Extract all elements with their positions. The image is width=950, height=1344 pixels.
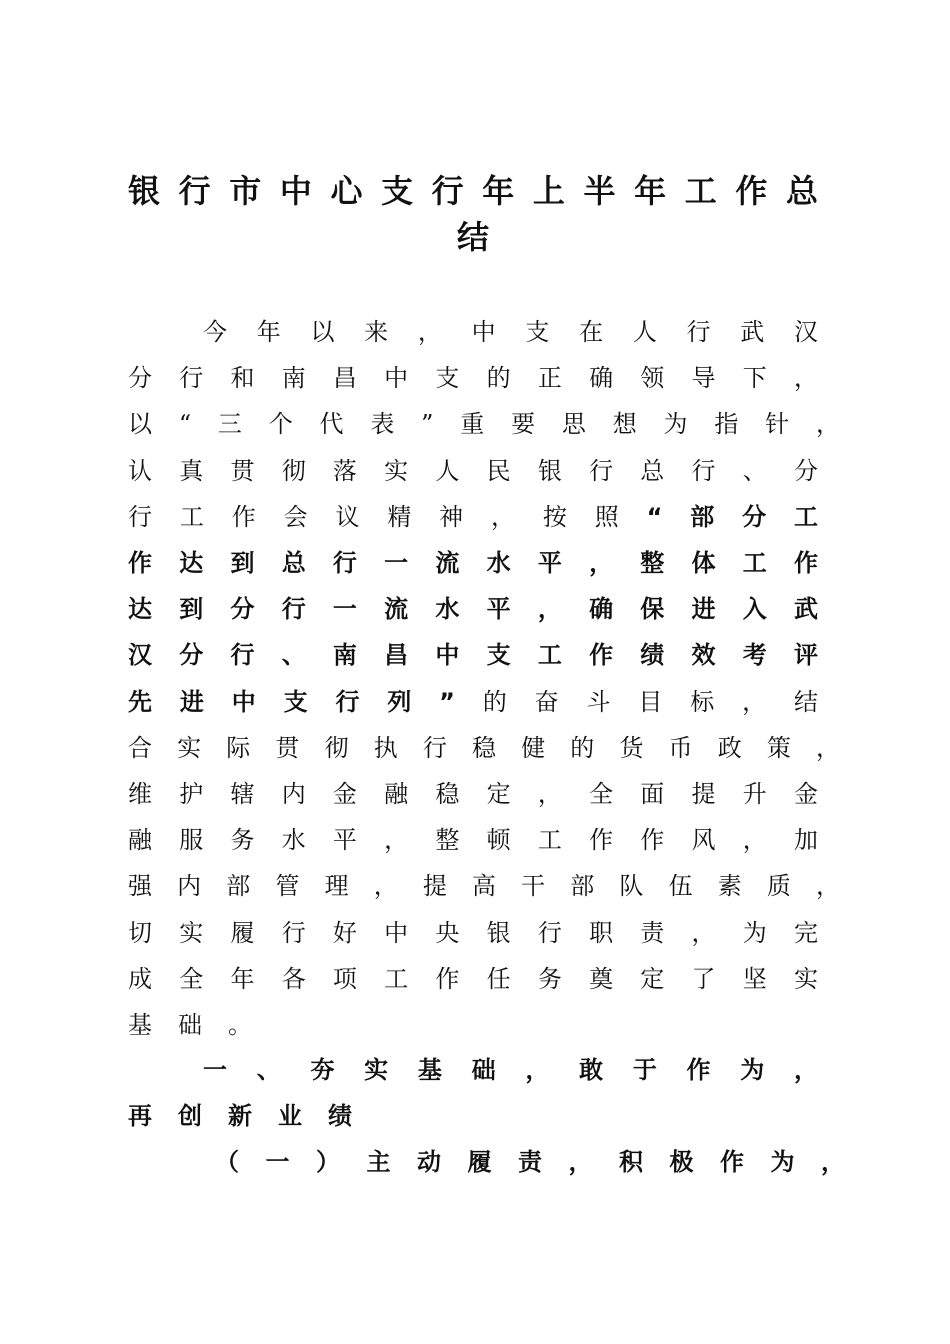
body-line	[128, 494, 818, 540]
bold-text: 达到分行一流水平，确保进入武	[128, 595, 818, 624]
body-text: 切实履行好中央银行职责，为完	[128, 918, 818, 947]
bold-text: “部分工	[646, 502, 819, 531]
body-line	[128, 863, 840, 909]
body-line	[128, 817, 818, 863]
document-title-line1: 银行市中心支行年上半年工作总	[128, 172, 818, 210]
body-text: 行工作会议精神，按照	[128, 502, 647, 531]
bold-text: 作达到总行一流水平，整体工作	[128, 549, 818, 577]
body-text: 基础。	[128, 1011, 278, 1039]
body-text: 分行和南昌中支的正确领导下，	[128, 364, 818, 393]
body-line	[128, 956, 818, 1002]
body-text: 合实际贯彻执行稳健的货币政策，	[128, 733, 840, 762]
body-line	[128, 355, 818, 401]
subsection-heading-1-line1: （一）主动履责，积极作为，	[215, 1148, 845, 1176]
body-text: 以“三个代表”重要思想为指针，	[128, 410, 840, 439]
body-line	[128, 540, 818, 586]
body-line	[128, 401, 840, 447]
section-heading-1-line1: 一、夯实基础，敢于作为，	[203, 1056, 818, 1084]
body-line	[128, 725, 840, 771]
body-text: 强内部管理，提高干部队伍素质，	[128, 872, 840, 901]
bold-text: 先进中支行列”	[128, 687, 455, 716]
body-line	[128, 1002, 818, 1048]
body-line	[128, 771, 818, 817]
body-line	[128, 586, 818, 632]
body-line	[128, 679, 818, 725]
body-text: 今年以来，中支在人行武汉	[203, 318, 818, 346]
body-text: 维护辖内金融稳定，全面提升金	[128, 780, 818, 808]
body-line	[128, 910, 818, 956]
body-text: 的奋斗目标，结	[454, 687, 818, 716]
body-text: 融服务水平，整顿工作作风，加	[128, 826, 818, 855]
section-heading-1-line2: 再创新业绩	[128, 1102, 378, 1130]
body-line	[128, 448, 818, 494]
body-text: 认真贯彻落实人民银行总行、分	[128, 456, 818, 485]
document-title-line2: 结	[456, 218, 489, 256]
body-line	[203, 309, 818, 355]
body-text: 成全年各项工作任务奠定了坚实	[128, 964, 818, 993]
bold-text: 汉分行、南昌中支工作绩效考评	[128, 641, 818, 670]
body-line	[128, 632, 818, 678]
